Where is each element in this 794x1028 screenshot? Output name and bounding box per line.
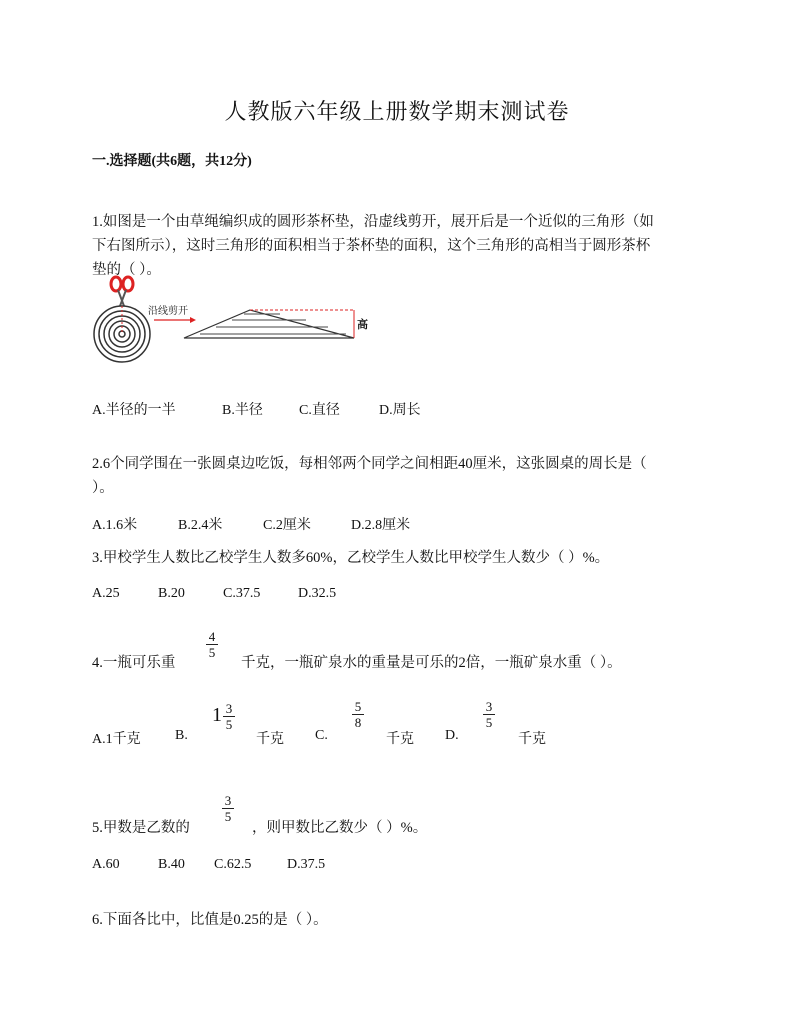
q5-fraction-numerator: 3 bbox=[224, 793, 232, 808]
q4-option-d-numerator: 3 bbox=[485, 699, 493, 714]
q4-option-c-denominator: 8 bbox=[354, 715, 362, 730]
q5-option-a[interactable]: A.60 bbox=[92, 857, 120, 872]
q1-option-b[interactable]: B.半径 bbox=[222, 403, 263, 418]
q5-fraction-denominator: 5 bbox=[224, 809, 232, 824]
q1-option-c[interactable]: C.直径 bbox=[299, 403, 340, 418]
q2-option-c[interactable]: C.2厘米 bbox=[263, 518, 311, 533]
question-3-options bbox=[92, 586, 336, 602]
q2-option-d[interactable]: D.2.8厘米 bbox=[351, 518, 411, 533]
question-2-options bbox=[92, 514, 410, 534]
q4-option-c-label[interactable]: C. bbox=[315, 728, 328, 743]
question-2 bbox=[92, 452, 647, 500]
q2-option-a[interactable]: A.1.6米 bbox=[92, 518, 138, 533]
question-2-line-2: ）。 bbox=[92, 480, 114, 496]
q4-option-b-denominator: 5 bbox=[225, 717, 233, 732]
question-4-text-a: 4.一瓶可乐重 bbox=[92, 655, 176, 671]
q4-fraction bbox=[204, 630, 220, 659]
question-5-text-b: ，则甲数比乙数少（ ）%。 bbox=[252, 820, 428, 836]
question-5-options bbox=[92, 857, 325, 873]
q3-option-b[interactable]: B.20 bbox=[158, 586, 185, 601]
question-1-figure bbox=[92, 272, 372, 372]
q4-option-c-fraction bbox=[350, 700, 366, 729]
q1-option-a[interactable]: A.半径的一半 bbox=[92, 403, 176, 418]
question-1-line-2: 下右图所示），这时三角形的面积相当于茶杯垫的面积，这个三角形的高相当于圆形茶杯 bbox=[92, 238, 651, 254]
section-heading: 一.选择题(共6题，共12分) bbox=[92, 154, 252, 169]
q4-fraction-denominator: 5 bbox=[208, 645, 216, 660]
question-3-text: 3.甲校学生人数比乙校学生人数多60%，乙校学生人数比甲校学生人数少（ ）%。 bbox=[92, 550, 610, 566]
q4-fraction-numerator: 4 bbox=[208, 629, 216, 644]
question-1-line-1: 1.如图是一个由草绳编织成的圆形茶杯垫，沿虚线剪开，展开后是一个近似的三角形（如 bbox=[92, 214, 654, 230]
q3-option-d[interactable]: D.32.5 bbox=[298, 586, 337, 601]
unrolled-triangle bbox=[184, 310, 354, 338]
arrow-head-icon bbox=[190, 317, 196, 323]
question-4-text-b: 千克，一瓶矿泉水的重量是可乐的2倍，一瓶矿泉水重（ ）。 bbox=[241, 655, 622, 671]
q4-option-d-fraction bbox=[481, 700, 497, 729]
q4-option-d-denominator: 5 bbox=[485, 715, 493, 730]
q4-option-c-numerator: 5 bbox=[354, 699, 362, 714]
q3-option-c[interactable]: C.37.5 bbox=[223, 586, 261, 601]
q4-option-c-unit: 千克 bbox=[386, 732, 414, 747]
question-5-text-a: 5.甲数是乙数的 bbox=[92, 820, 190, 836]
q5-option-c[interactable]: C.62.5 bbox=[214, 857, 252, 872]
q4-option-b-numerator: 3 bbox=[225, 701, 233, 716]
q5-fraction bbox=[220, 794, 236, 823]
q4-option-d-label[interactable]: D. bbox=[445, 728, 459, 743]
q4-option-b-fraction bbox=[221, 702, 237, 731]
q2-option-b[interactable]: B.2.4米 bbox=[178, 518, 223, 533]
cut-label: 沿线剪开 bbox=[148, 306, 188, 317]
coiled-mat bbox=[94, 306, 150, 362]
scissors-icon bbox=[111, 277, 133, 306]
question-6-text: 6.下面各比中，比值是0.25的是（ ）。 bbox=[92, 912, 328, 928]
q3-option-a[interactable]: A.25 bbox=[92, 586, 120, 601]
q5-option-d[interactable]: D.37.5 bbox=[287, 857, 326, 872]
question-1-options bbox=[92, 399, 421, 419]
height-label: 高 bbox=[357, 319, 368, 331]
q4-option-b-label[interactable]: B. bbox=[175, 728, 188, 743]
q4-option-d-unit: 千克 bbox=[518, 732, 546, 747]
q4-option-a[interactable]: A.1千克 bbox=[92, 732, 141, 747]
q4-option-b-whole: 1 bbox=[212, 704, 222, 726]
question-2-line-1: 2.6个同学围在一张圆桌边吃饭，每相邻两个同学之间相距40厘米，这张圆桌的周长是（ bbox=[92, 456, 647, 472]
question-1-line-3: 垫的（ ）。 bbox=[92, 262, 161, 278]
q1-option-d[interactable]: D.周长 bbox=[379, 403, 421, 418]
q4-option-b-unit: 千克 bbox=[256, 732, 284, 747]
q5-option-b[interactable]: B.40 bbox=[158, 857, 185, 872]
page-title: 人教版六年级上册数学期末测试卷 bbox=[224, 99, 570, 124]
